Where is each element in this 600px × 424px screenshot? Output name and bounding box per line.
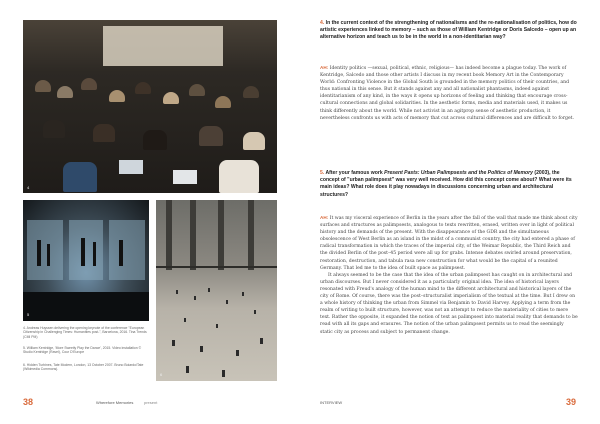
silhouette (93, 242, 96, 266)
question-text: After your famous work (325, 170, 385, 176)
visitor (226, 300, 228, 304)
question-4 (320, 20, 578, 42)
audience-head (81, 78, 97, 90)
lecture-audience-photo (23, 20, 277, 193)
visitor (216, 324, 218, 328)
visitor (186, 366, 189, 373)
question-number: 4. (320, 20, 325, 26)
hall-column (218, 200, 224, 270)
interviewee-initials: AH: (320, 65, 329, 70)
right-page-number: 39 (566, 397, 577, 407)
visitor (260, 338, 263, 344)
balcony-rail (156, 266, 277, 268)
right-running-head: INTERVIEW (320, 400, 343, 405)
question-text: In the current context of the strengthening of nationalisms and the re-nationalisation of politics, how do artistic experiences linked to memory – such as those of William Kentridge or Doris Salcedo – open up an alternative horizon and teach us to be in the world in a non-identitarian way? (320, 20, 577, 41)
visitor (208, 288, 210, 292)
visitor (194, 296, 196, 300)
photo-caption: 5. William Kentridge, 'More Sweetly Play the Dance', 2015. Video installation © Studio Kentridge (Ravel), Cour D'Europe (23, 346, 142, 355)
visitor (184, 318, 186, 322)
left-running-head: Wherefore Memories (96, 400, 134, 405)
laptop (173, 170, 197, 184)
interviewee-initials: AH: (320, 215, 329, 220)
hall-column (166, 200, 172, 270)
visitor (222, 370, 225, 377)
visitor (200, 346, 203, 352)
audience-head (215, 96, 231, 108)
audience-head (189, 84, 205, 96)
audience-head (243, 86, 259, 98)
silhouette (47, 244, 50, 266)
silhouette (37, 240, 41, 266)
left-page-number: 38 (23, 397, 34, 407)
visitor (172, 340, 175, 346)
projection-panel (69, 220, 103, 280)
photo-caption: 6. Hidden Turbines, Tate Modern, London, 13 October 2007. Bruno Boiardo/Tate (Wikimedia Commons). (23, 363, 144, 372)
projection-panel (109, 220, 145, 280)
visitor (236, 350, 239, 356)
audience-head (63, 162, 97, 192)
audience-head (143, 130, 167, 150)
audience-head (243, 132, 265, 150)
answer-5 (320, 214, 578, 336)
audience-head (43, 120, 65, 138)
hall-column (190, 200, 196, 270)
audience-head (135, 82, 151, 94)
audience-head (219, 160, 259, 193)
hall-column (248, 200, 254, 270)
answer-text: Identity politics —sexual, political, ethnic, religious— has indeed become a plague today. The work of Kentridge, Salcedo and those other artists I discuss in my recent book Memory Art in the Contemporary World: Confronting Violence in the Global South is grounded in the memory politics of their countries, and thus national in this sense. But it stands against any and all nationalist phantasms, indeed against identitarianism of any kind, in the ways it opens up horizons of feeling and thinking that encourage cross-cultural connections and global solidarities. In the aesthetic forms, media and materials used, it makes us think differently about the world. While not activist in an agitprop sense of aesthetic production, it nevertheless confronts us with acts of memory that cut across cultural differences and are difficult to forget. (320, 66, 574, 121)
installation-photo (23, 200, 149, 321)
projection-panel (27, 220, 63, 280)
silhouette (119, 240, 123, 266)
photo-number: 4 (27, 185, 30, 190)
turbine-hall-photo (156, 200, 277, 381)
question-text: (2003), the concept of "urban palimpsest" was very well received. How did this concept come about? What were its main ideas? What role does it play nowadays in discussions concerning urban and architectural structures? (320, 170, 572, 198)
answer-text: It was my visceral experience of Berlin in the years after the fall of the wall that made me think about city surfaces and structures as palimpsests, analogous to texts rewritten, erased, written over in light of political history and the demands of the present. With the disappearance of the GDR and the simultaneous obsolescence of West Berlin as an island in the midst of a communist country, the city had entered a phase of radical transformation in which the traces of the imperial city, of the Weimar Republic, the Third Reich and the divided Berlin of the post–45 period were all up for grabs. Intense debates swirled around preservation, restoration, destruction, and tabula rasa new construction for what would be the capital of a reunited Germany. That led me to the idea of built space as palimpsest. (320, 216, 578, 271)
audience-head (199, 126, 223, 146)
audience-head (57, 86, 73, 98)
photo-number: 5 (27, 312, 30, 317)
audience-head (163, 92, 179, 104)
answer-4 (320, 64, 578, 122)
audience-head (35, 80, 51, 92)
answer-text: It always seemed to be the case that the idea of the urban palimpsest has caught on in architectural and urban discourses. But I never considered it as a particularly original idea. The idea of historical layers resonated with Freud's analogy of the human mind to the different architectural and historical layers of the city of Rome. Of course, there was the post–structuralist imperialism of the textual at the time. But I drew on a whole history of thinking the urban from Simmel via Benjamin to David Harvey. Applying a term from the realm of writing to built structure, however, was not an attempt to reduce the materiality of cities to mere text. Rather the opposite, it expanded the notion of text as palimpsest into material reality that demands to be read with all its gaps and erasures. The notion of the urban palimpsest permits us to read the seemingly static city as process and subject to permanent change. (320, 272, 578, 335)
floor-shadow (23, 292, 149, 321)
visitor (242, 292, 244, 296)
visitor (176, 290, 178, 294)
audience-head (93, 124, 115, 142)
silhouette (81, 238, 85, 266)
question-5 (320, 170, 578, 199)
photo-caption: 4. Andreas Huyssen delivering the opening keynote of the conference "European Citizenship in Challenging Times: Humanities post-", Barcelona, 2016. Tina Trends (CMI PM) (23, 326, 147, 339)
question-number: 5. (320, 170, 325, 176)
visitor (254, 310, 256, 314)
left-running-head-sub: present (144, 400, 158, 405)
laptop (119, 160, 143, 174)
book-title: Present Pasts: Urban Palimpsests and the Politics of Memory (384, 170, 533, 176)
photo-number: 6 (160, 372, 163, 377)
presentation-screen (103, 26, 223, 66)
audience-head (109, 90, 125, 102)
